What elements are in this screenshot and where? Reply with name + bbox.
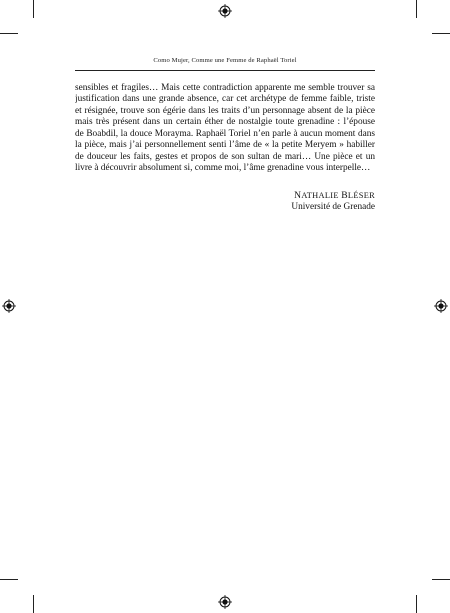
body-line: de Boabdil, la douce Morayma. Raphaël Toriel n’en parle à aucun moment dans [75, 128, 375, 139]
header-rule [75, 70, 375, 71]
registration-target-icon-right [434, 299, 448, 313]
registration-target-icon-left [2, 299, 16, 313]
author-affiliation: Université de Grenade [291, 202, 375, 212]
crop-mark-top-right-v [416, 0, 417, 18]
running-header: Como Mujer, Comme une Femme de Raphaël Toriel [153, 57, 297, 64]
crop-mark-top-left-v [33, 0, 34, 18]
body-paragraph [75, 83, 375, 175]
body-line: de douceur les faits, gestes et propos de son sultan de mari… Une pièce et un [75, 151, 375, 162]
body-line: et résignée, trouve son égérie dans les traits d’un personnage absent de la pièce [75, 105, 375, 116]
body-line: justification dans une grande absence, car cet archétype de femme faible, triste [75, 94, 375, 105]
crop-mark-bottom-left-v [33, 595, 34, 613]
body-line: sensibles et fragiles… Mais cette contradiction apparente me semble trouver sa [75, 83, 375, 93]
author-signature: NATHALIE BLÉSER [294, 190, 375, 201]
crop-mark-bottom-right-h [432, 579, 450, 580]
crop-mark-top-left-h [0, 33, 18, 34]
body-line: la pièce, mais j’ai personnellement senti l’âme de « la petite Meryem » habiller [75, 140, 375, 151]
body-line: livre à découvrir absolument si, comme moi, l’âme grenadine vous interpelle… [75, 163, 371, 174]
crop-mark-bottom-left-h [0, 579, 18, 580]
registration-target-icon-top [218, 4, 232, 18]
crop-mark-bottom-right-v [416, 595, 417, 613]
body-line: mais très présent dans un certain éther de nostalgie toute grenadine : l’épouse [75, 117, 375, 128]
crop-mark-top-right-h [432, 33, 450, 34]
registration-target-icon-bottom [218, 595, 232, 609]
